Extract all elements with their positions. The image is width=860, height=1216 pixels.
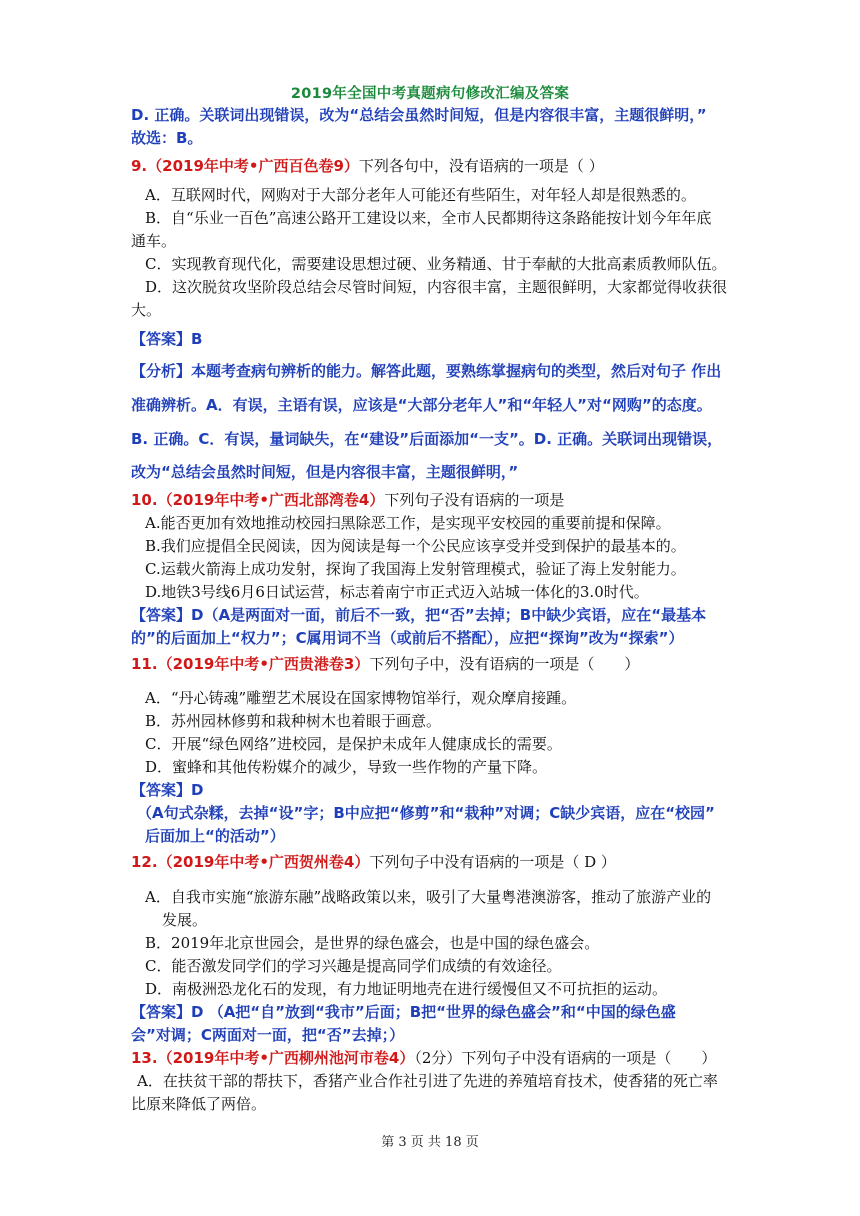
prev-answer-line-2: 故选：B。 (131, 129, 203, 147)
question-13-number: 13. (131, 1049, 158, 1067)
answer-text: D （A把“自”放到“我市”后面；B把“世界的绿色盛会”和“中国的绿色盛 (191, 1003, 676, 1021)
question-10-answer-line-2: 的”的后面加上“权力”；C属用词不当（或前后不搭配），应把“探询”改为“探索”） (131, 629, 684, 647)
analysis-text: 本题考查病句辨析的能力。解答此题，要熟练掌握病句的类型，然后对句子 作出 (191, 362, 722, 380)
question-11-option-b: B．苏州园林修剪和栽种树木也着眼于画意。 (145, 712, 442, 730)
question-9-option-a: A．互联网时代，网购对于大部分老年人可能还有些陌生，对年轻人却是很熟悉的。 (145, 186, 696, 204)
question-11-number: 11. (131, 655, 158, 673)
question-11-heading (131, 653, 639, 675)
question-10-option-d: D.地铁3号线6月6日试运营，标志着南宁市正式迈入站城一体化的3.0时代。 (145, 583, 649, 601)
question-10-source: （2019年中考•广西北部湾卷4） (157, 491, 385, 509)
question-9-source: （2019年中考•广西百色卷9） (147, 157, 359, 175)
page-footer-number: 第 3 页 共 18 页 (381, 1135, 479, 1150)
question-9-option-c: C．实现教育现代化，需要建设思想过硬、业务精通、甘于奉献的大批高素质教师队伍。 (145, 255, 727, 273)
question-10-number: 10. (131, 491, 158, 509)
answer-text: D（A是两面对一面，前后不一致，把“否”去掉；B中缺少宾语，应在“最基本 (191, 606, 707, 624)
question-11-explanation-line-2: 后面加上“的活动”） (145, 827, 285, 845)
question-13-source: （2019年中考•广西柳州池河市卷4） (157, 1049, 415, 1067)
question-12-stem: 下列句子中没有语病的一项是（ D ） (369, 853, 616, 871)
page-header-title: 2019年全国中考真题病句修改汇编及答案 (290, 86, 570, 102)
question-11-answer (131, 779, 203, 801)
question-10-stem: 下列句子没有语病的一项是 (384, 491, 565, 509)
question-12-option-a-line-2: 发展。 (162, 911, 208, 929)
question-12-heading (131, 851, 616, 873)
question-11-option-c: C．开展“绿色网络”进校园，是保护未成年人健康成长的需要。 (145, 735, 562, 753)
question-9-analysis-line-1 (131, 360, 721, 382)
question-9-option-d-line-2: 大。 (131, 301, 162, 319)
question-9-option-d-line-1: D．这次脱贫攻坚阶段总结会尽管时间短，内容很丰富，主题很鲜明，大家都觉得收获很 (145, 278, 728, 296)
question-13-option-a-line-1: A．在扶贫干部的帮扶下，香猪产业合作社引进了先进的养殖培育技术，使香猪的死亡率 (137, 1072, 718, 1090)
answer-value: B (191, 330, 203, 348)
question-12-number: 12. (131, 853, 158, 871)
question-9-number: 9. (131, 157, 148, 175)
question-9-heading (131, 155, 604, 177)
question-13-option-a-line-2: 比原来降低了两倍。 (131, 1095, 267, 1113)
question-9-option-b-line-2: 通车。 (131, 232, 177, 250)
question-10-answer-line-1 (131, 604, 706, 626)
question-12-option-b: B．2019年北京世园会，是世界的绿色盛会，也是中国的绿色盛会。 (145, 934, 600, 952)
question-11-source: （2019年中考•广西贵港卷3） (157, 655, 370, 673)
question-11-option-d: D．蜜蜂和其他传粉媒介的减少，导致一些作物的产量下降。 (145, 758, 548, 776)
answer-label: 【答案】 (131, 781, 192, 799)
question-12-answer-line-1 (131, 1001, 676, 1023)
question-9-analysis-line-3: B. 正确。C．有误，量词缺失，在“建设”后面添加“一支”。D. 正确。关联词出现错误， (131, 430, 723, 448)
question-9-option-b-line-1: B．自“乐业一百色”高速公路开工建设以来，全市人民都期待这条路能按计划今年年底 (145, 209, 712, 227)
answer-label: 【答案】 (131, 330, 192, 348)
question-13-heading (131, 1047, 716, 1069)
answer-value: D (191, 781, 204, 799)
question-10-option-c: C.运载火箭海上成功发射，探询了我国海上发射管理模式，验证了海上发射能力。 (145, 560, 686, 578)
question-13-stem: （2分）下列句子中没有语病的一项是（ ） (414, 1049, 717, 1067)
question-9-stem: 下列各句中，没有语病的一项是（ ） (358, 157, 604, 175)
question-12-source: （2019年中考•广西贺州卷4） (157, 853, 370, 871)
question-9-analysis-line-2: 准确辨析。A．有误，主语有误，应该是“大部分老年人”和“年轻人”对“网购”的态度。 (131, 396, 712, 414)
question-11-option-a: A．“丹心铸魂”雕塑艺术展设在国家博物馆举行，观众摩肩接踵。 (145, 689, 577, 707)
question-11-explanation-line-1: （A句式杂糅，去掉“设”字；B中应把“修剪”和“栽种”对调；C缺少宾语，应在“校园” (137, 804, 715, 822)
question-9-analysis-line-4: 改为“总结会虽然时间短，但是内容很丰富，主题很鲜明，” (131, 463, 519, 481)
question-12-option-d: D．南极洲恐龙化石的发现，有力地证明地壳在进行缓慢但又不可抗拒的运动。 (145, 980, 668, 998)
prev-answer-line-1: D. 正确。关联词出现错误，改为“总结会虽然时间短，但是内容很丰富，主题很鲜明，” (131, 106, 707, 124)
question-12-option-a-line-1: A．自我市实施“旅游东融”战略政策以来，吸引了大量粤港澳游客，推动了旅游产业的 (145, 888, 712, 906)
answer-label: 【答案】 (131, 1003, 192, 1021)
analysis-label: 【分析】 (131, 362, 192, 380)
question-10-option-b: B.我们应提倡全民阅读，因为阅读是每一个公民应该享受并受到保护的最基本的。 (145, 537, 686, 555)
question-11-stem: 下列句子中，没有语病的一项是（ ） (369, 655, 640, 673)
question-10-option-a: A.能否更加有效地推动校园扫黑除恶工作，是实现平安校园的重要前提和保障。 (145, 514, 671, 532)
question-10-heading (131, 489, 564, 511)
answer-label: 【答案】 (131, 606, 192, 624)
question-12-option-c: C．能否激发同学们的学习兴趣是提高同学们成绩的有效途径。 (145, 957, 562, 975)
question-12-answer-line-2: 会”对调；C两面对一面，把“否”去掉；） (131, 1026, 405, 1044)
question-9-answer (131, 328, 202, 350)
